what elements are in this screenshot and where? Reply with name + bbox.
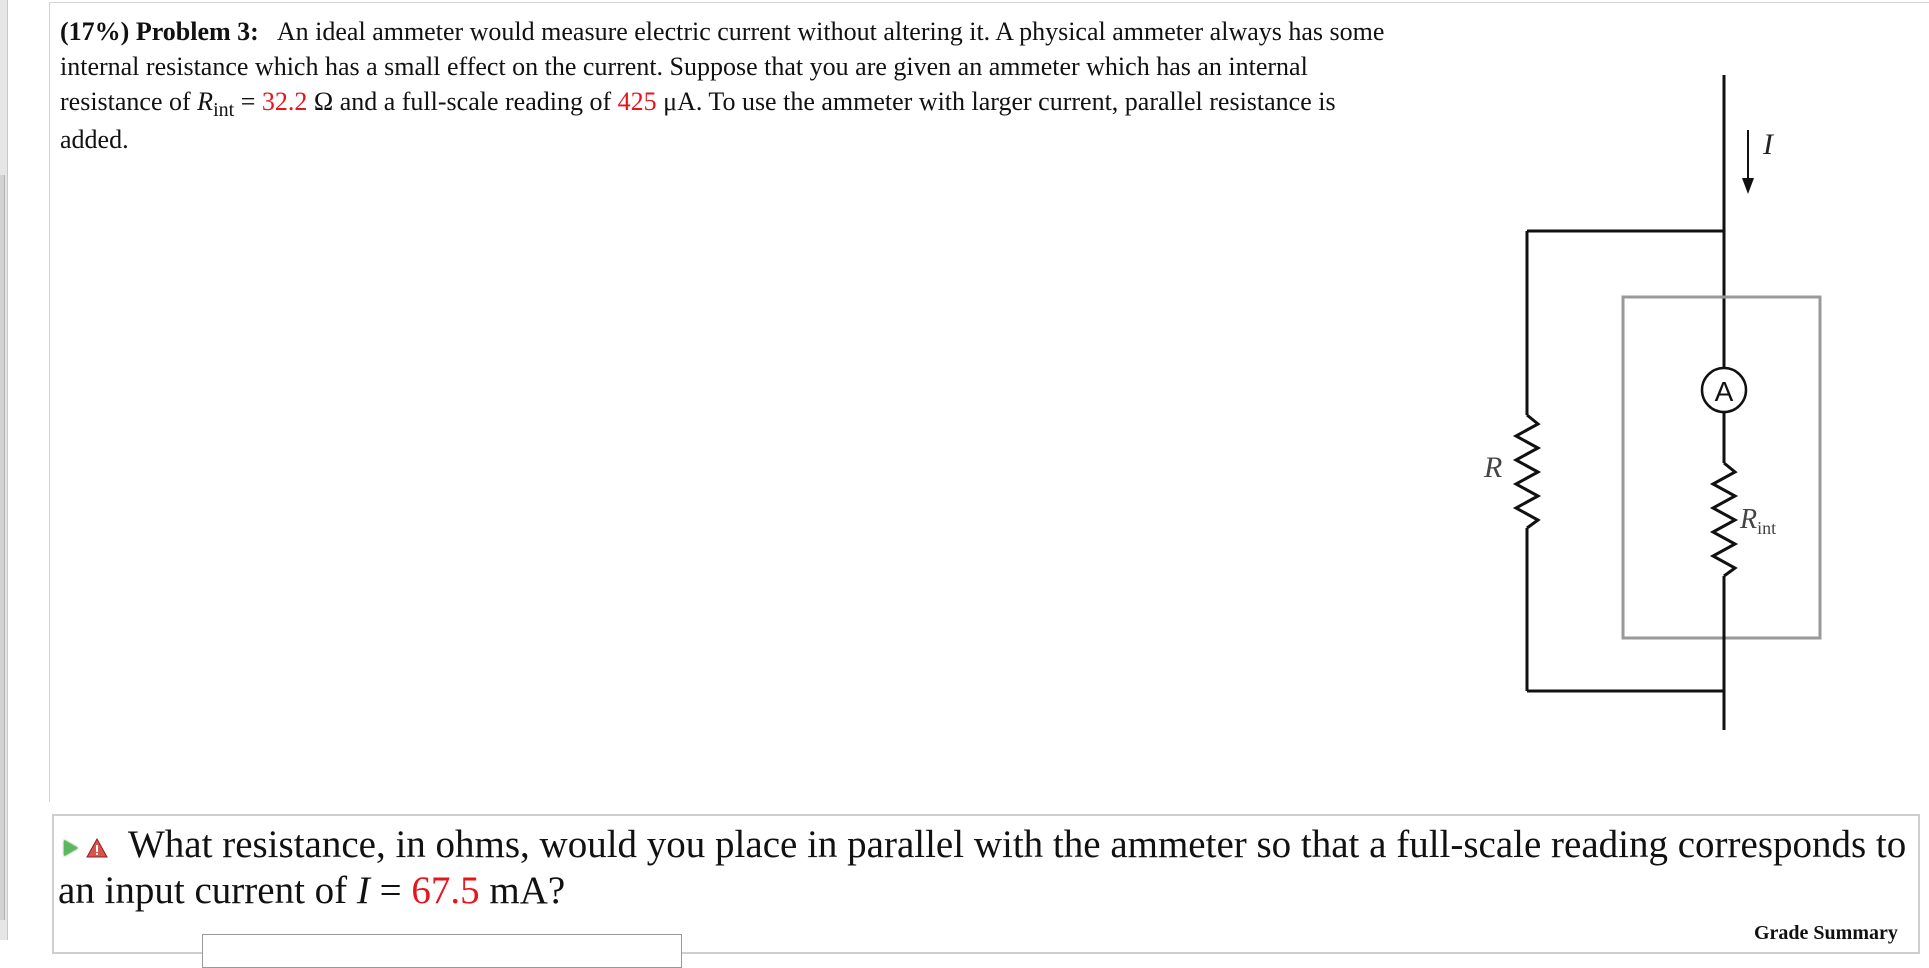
resistor-r-zigzag (1516, 415, 1538, 528)
rint-value: 32.2 (261, 87, 308, 116)
resistor-rint-label: $R_{int}$ (1740, 504, 1777, 538)
problem-text-part-2: and a full-scale reading of (333, 87, 618, 116)
play-icon[interactable] (64, 840, 78, 856)
grade-summary-heading: Grade Summary (1754, 922, 1898, 944)
question-panel (52, 814, 1920, 954)
question-equals: = (369, 869, 412, 912)
circuit-diagram (1460, 70, 1840, 740)
rint-symbol: $R_{int}$ (197, 87, 235, 121)
equals-sign: = (234, 87, 262, 116)
problem-header: (17%) Problem 3: (60, 17, 259, 46)
resistor-r-label: R (1484, 451, 1503, 484)
answer-input[interactable] (202, 934, 682, 968)
warning-icon (86, 838, 108, 858)
left-sidebar-gutter (0, 0, 8, 940)
question-statement (58, 822, 1918, 914)
ohm-unit: Ω (307, 87, 334, 116)
ammeter-label: A (1714, 376, 1734, 407)
ammeter-box (1623, 297, 1820, 638)
question-text-part-1: What resistance, in ohms, would you place in parallel with the ammeter so that a full-scale reading corresponds to an input current of (58, 823, 1907, 912)
current-value: 67.5 (411, 869, 480, 912)
resistor-rint-zigzag (1713, 463, 1735, 576)
current-label: I (1763, 128, 1773, 161)
current-unit: mA? (479, 869, 566, 912)
current-arrow-head (1742, 178, 1754, 194)
problem-text-part-3: . To use the ammeter with larger current, parallel resistance is added. (60, 87, 1336, 154)
problem-statement (60, 14, 1390, 157)
current-symbol: I (356, 869, 370, 912)
fullscale-value: 425 (617, 87, 657, 116)
problem-text-part-1: An ideal ammeter would measure electric current without altering it. A physical ammeter always has some internal resistance which has a small effect on the current. Suppose that you are given an ammeter which has an internal resistance of (60, 17, 1385, 116)
fullscale-unit: μA (656, 87, 696, 116)
sidebar-collapse-handle[interactable] (0, 175, 5, 920)
